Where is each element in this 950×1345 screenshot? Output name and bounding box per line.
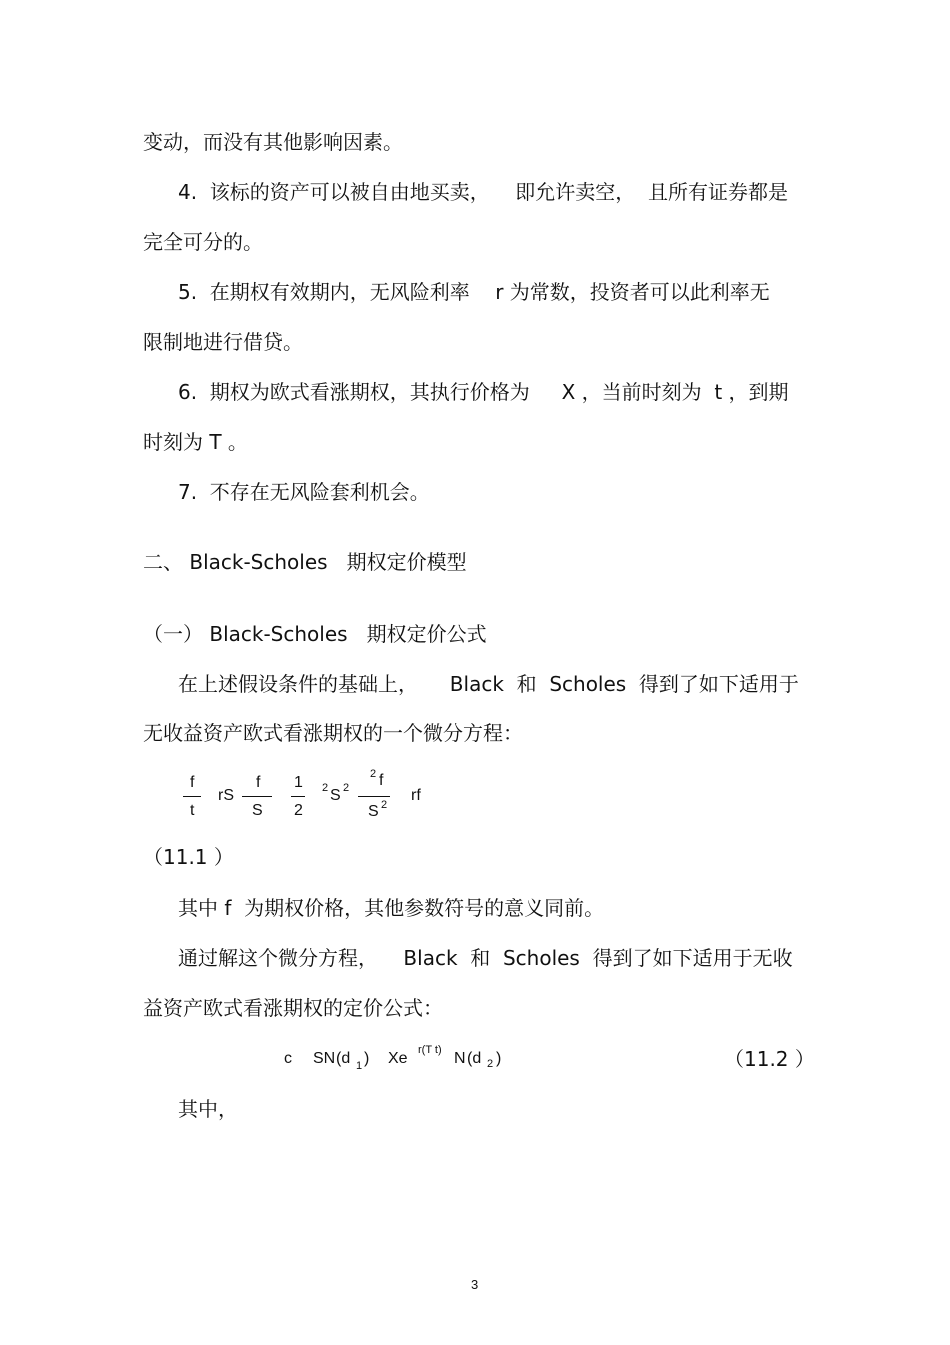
- eq-frac3-num: f: [379, 772, 384, 789]
- subsection-heading: （一） Black-Scholes 期权定价公式: [143, 622, 487, 646]
- eq-frac2-bar: [242, 796, 272, 797]
- assumption-6: 6. 期权为欧式看涨期权，其执行价格为 X ，当前时刻为 t ，到期: [178, 380, 789, 404]
- eq-frac2-num: f: [256, 774, 261, 791]
- eq-frac3-den: S: [368, 803, 379, 820]
- eq2-sub1: 1: [356, 1060, 363, 1072]
- paragraph-line: 完全可分的。: [143, 230, 263, 254]
- eq-frac1-den: t: [190, 802, 195, 819]
- equation-label: （11.2 ）: [724, 1047, 815, 1071]
- paragraph-line: 通过解这个微分方程， Black 和 Scholes 得到了如下适用于无收: [178, 946, 793, 970]
- paragraph-line: 限制地进行借贷。: [143, 330, 303, 354]
- eq-S-sup: 2: [343, 782, 350, 794]
- eq-rS: rS: [218, 787, 234, 804]
- eq2-N: N: [454, 1050, 466, 1067]
- eq2-d2-open: (d: [467, 1050, 482, 1067]
- eq-S: S: [330, 787, 341, 804]
- eq-frac2-den: S: [252, 802, 263, 819]
- paragraph-line: 其中，: [178, 1097, 238, 1121]
- eq-frac3-bar: [358, 796, 390, 797]
- assumption-4: 4. 该标的资产可以被自由地买卖， 即允许卖空， 且所有证券都是: [178, 180, 788, 204]
- eq2-exponent: r(T t): [418, 1044, 442, 1056]
- eq-frac1-bar: [183, 796, 201, 797]
- eq-half-bar: [291, 796, 305, 797]
- paragraph-line: 其中 f 为期权价格，其他参数符号的意义同前。: [178, 896, 605, 920]
- section-heading: 二、 Black-Scholes 期权定价模型: [143, 550, 467, 574]
- eq-half-num: 1: [294, 774, 303, 791]
- eq2-SN: SN: [313, 1050, 336, 1067]
- eq-half-den: 2: [294, 802, 303, 819]
- eq-frac3-numsup: 2: [370, 768, 377, 780]
- eq-sigma-sup: 2: [322, 782, 329, 794]
- eq2-d2-close: ): [496, 1050, 502, 1067]
- assumption-5: 5. 在期权有效期内，无风险利率 r 为常数，投资者可以此利率无: [178, 280, 770, 304]
- eq-frac3-densup: 2: [381, 799, 388, 811]
- paragraph-line: 时刻为 T 。: [143, 430, 248, 454]
- eq2-d1-open: (d: [336, 1050, 351, 1067]
- paragraph-line: 无收益资产欧式看涨期权的一个微分方程：: [143, 721, 523, 745]
- paragraph-line: 在上述假设条件的基础上， Black 和 Scholes 得到了如下适用于: [178, 672, 799, 696]
- paragraph-line: 益资产欧式看涨期权的定价公式：: [143, 996, 443, 1020]
- equation-label: （11.1 ）: [143, 845, 234, 869]
- eq2-Xe: Xe: [388, 1050, 408, 1067]
- paragraph-line: 变动，而没有其他影响因素。: [143, 130, 403, 154]
- assumption-7: 7. 不存在无风险套利机会。: [178, 480, 430, 504]
- eq-rf: rf: [411, 787, 421, 804]
- eq2-d1-close: ): [364, 1050, 370, 1067]
- page-number: 3: [471, 1277, 479, 1292]
- eq2-c: c: [284, 1050, 292, 1067]
- eq-frac1-num: f: [190, 774, 195, 791]
- eq2-sub2: 2: [487, 1058, 494, 1070]
